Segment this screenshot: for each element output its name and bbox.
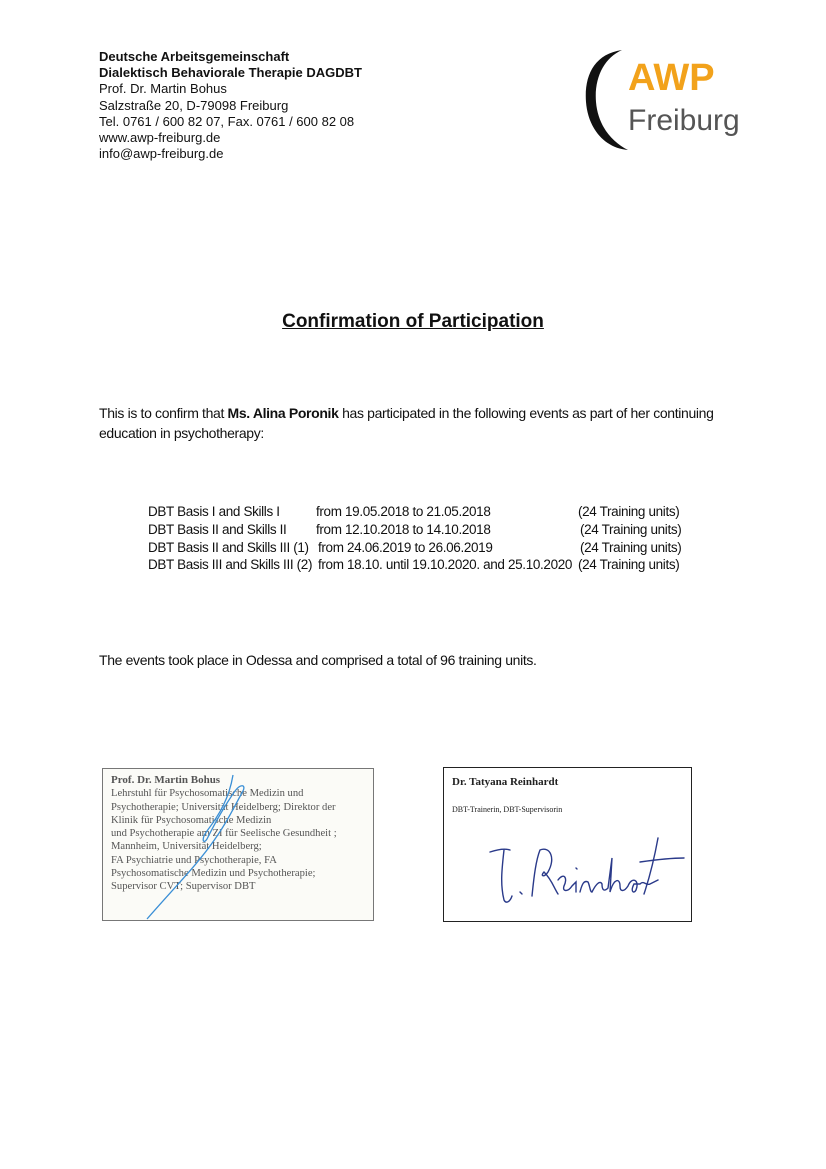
org-phone-fax: Tel. 0761 / 600 82 07, Fax. 0761 / 600 82 08 (99, 113, 355, 129)
org-email: info@awp-freiburg.de (99, 146, 224, 162)
org-name-line2: Dialektisch Behaviorale Therapie DAGDBT (99, 65, 362, 81)
document-title (0, 311, 826, 333)
event-row (148, 556, 688, 574)
bohus-signature (103, 769, 375, 922)
organization-header (99, 49, 362, 162)
intro-before: This is to confirm that (99, 405, 228, 421)
stamp-line: Klinik für Psychosomatische Medizin (111, 814, 272, 826)
event-dates: from 18.10. until 19.10.2020. and 25.10.2020 (318, 557, 573, 573)
org-name-line1: Deutsche Arbeitsgemeinschaft (99, 49, 290, 64)
stamp-line: Lehrstuhl für Psychosomatische Medizin und (111, 788, 304, 800)
stamp-name: Dr. Tatyana Reinhardt (452, 776, 559, 788)
event-units: (24 Training units) (578, 557, 680, 573)
stamp-line: Supervisor CVT; Supervisor DBT (111, 881, 256, 893)
stamp-line: FA Psychiatrie und Psychotherapie, FA (111, 854, 277, 866)
event-row (148, 539, 688, 557)
event-row (148, 503, 688, 521)
summary-text: The events took place in Odessa and comprised a total of 96 training units. (99, 652, 537, 668)
stamp-line: Mannheim, Universität Heidelberg; (111, 841, 262, 853)
svg-text:AWP: AWP (628, 57, 715, 99)
svg-text:Freiburg: Freiburg (628, 104, 740, 137)
event-dates: from 24.06.2019 to 26.06.2019 (318, 539, 493, 555)
event-name: DBT Basis I and Skills I (148, 504, 280, 519)
event-units: (24 Training units) (578, 504, 680, 519)
stamp-line: und Psychotherapie am ZI für Seelische Gesundheit ; (111, 828, 337, 840)
bohus-stamp (102, 768, 374, 921)
event-units: (24 Training units) (580, 521, 682, 537)
event-units: (24 Training units) (580, 539, 682, 555)
stamp-line: Psychosomatische Medizin und Psychotherapie; (111, 868, 316, 880)
stamp-line: Psychotherapie; Universität Heidelberg; Direktor der (111, 801, 336, 813)
document-title-text: Confirmation of Participation (282, 311, 544, 332)
org-director: Prof. Dr. Martin Bohus (99, 81, 227, 97)
participant-name: Ms. Alina Poronik (227, 405, 339, 421)
event-dates: from 12.10.2018 to 14.10.2018 (316, 521, 491, 537)
events-list (148, 503, 688, 574)
org-address: Salzstraße 20, D-79098 Freiburg (99, 97, 289, 113)
event-name: DBT Basis III and Skills III (2) (148, 557, 313, 573)
reinhardt-signature (444, 768, 693, 923)
stamp-role: DBT-Trainerin, DBT-Supervisorin (452, 805, 563, 814)
intro-paragraph (99, 403, 729, 443)
stamp-name: Prof. Dr. Martin Bohus (111, 774, 221, 786)
event-dates: from 19.05.2018 to 21.05.2018 (316, 504, 491, 519)
event-row (148, 521, 688, 539)
event-name: DBT Basis II and Skills III (1) (148, 539, 309, 555)
intro-after: has participated in the following events as part of her continuing education in psychotherapy: (99, 405, 714, 441)
org-website: www.awp-freiburg.de (99, 130, 221, 146)
awp-freiburg-logo (582, 46, 742, 154)
reinhardt-stamp (443, 767, 692, 922)
event-name: DBT Basis II and Skills II (148, 521, 287, 537)
awp-logo-graphic (582, 46, 742, 154)
